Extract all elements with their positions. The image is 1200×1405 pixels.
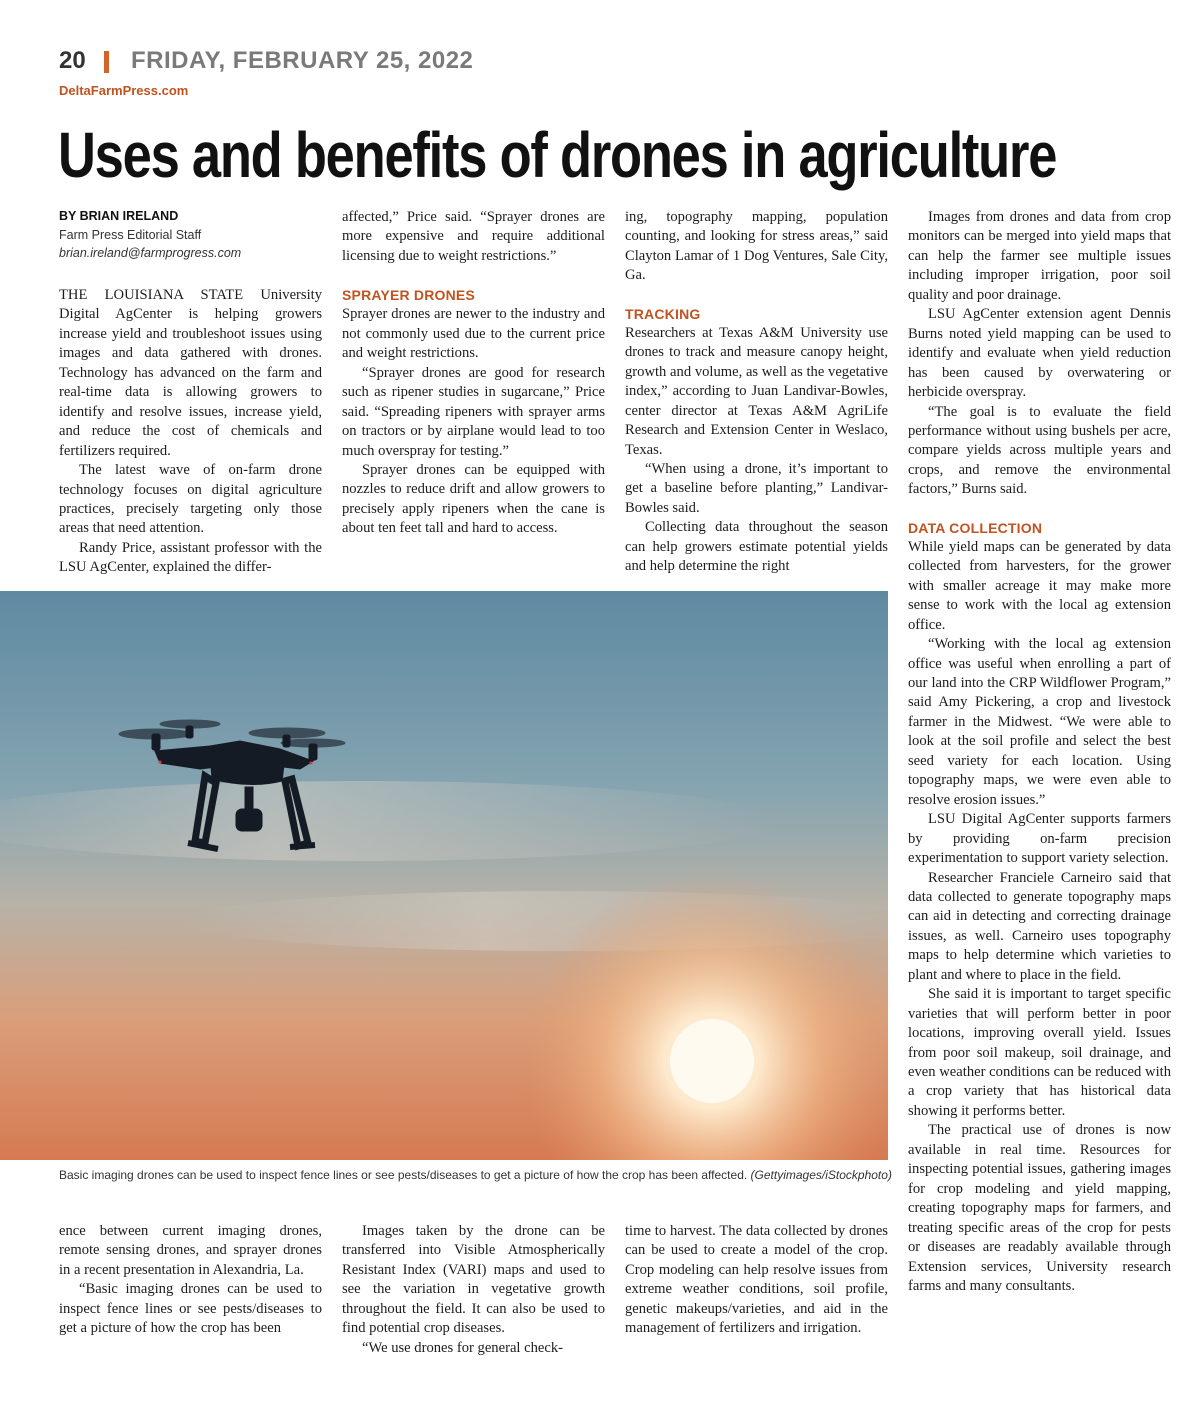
paragraph: The practical use of drones is now available in real time. Resources for inspecting potential issues, gathering images for crop modeling and yield mapping, creating topography maps for farmers, and treating specific areas of the crop for pests or diseases are readably available through Extension services, University research farms and many consultants. [908,1122,1171,1295]
paragraph: ing, topography mapping, population counting, and looking for stress areas,” said Clayton Lamar of 1 Dog Ventures, Sale City, Ga. [625,209,888,284]
photo-credit: (Gettyimages/iStockphoto) [750,1168,892,1182]
column-2-top [342,208,605,539]
paragraph: Randy Price, assistant professor with the LSU AgCenter, explained the differ- [59,539,322,576]
paragraph: ence between current imaging drones, remote sensing drones, and sprayer drones in a recent presentation in Alexandria, La. [59,1223,322,1278]
byline-role: Farm Press Editorial Staff [59,228,202,242]
paragraph: Sprayer drones can be equipped with nozzles to reduce drift and allow growers to precisely apply ripeners when the cane is about ten feet tall and hard to access. [342,461,605,537]
issue-date: FRIDAY, FEBRUARY 25, 2022 [131,47,474,74]
paragraph: “Basic imaging drones can be used to inspect fence lines or see pests/diseases to get a picture of how the crop has been [59,1281,322,1337]
byline-author: BY BRIAN IRELAND [59,209,179,223]
column-4 [908,208,1171,1296]
paragraph: “Working with the local ag extension office was useful when enrolling a part of our land into the CRP Wildflower Program,” said Amy Pickering, a crop and livestock farmer in the Midwest. “We were able to look at the soil profile and select the best seed variety for each location. Using topography maps, we were even able to resolve erosion issues.” [908,636,1171,808]
paragraph: Researcher Franciele Carneiro said that data collected to generate topography maps can aid in detecting and correcting drainage issues, as well. Carneiro uses topography maps to help determine which varieties to plant and where to place in the field. [908,869,1171,983]
column-1-bottom [59,1222,322,1339]
column-3-top [625,208,888,577]
paragraph: “The goal is to evaluate the field performance without using bushels per acre, compare yields across multiple years and crops, and remove the environmental factors,” Burns said. [908,403,1171,498]
paragraph: “We use drones for general check- [362,1339,564,1356]
paragraph: Images taken by the drone can be transferred into Visible Atmospherically Resistant Index (VARI) maps and used to see the variation in vegetative growth throughout the field. It can also be used to find potential crop diseases. [342,1223,605,1337]
section-heading-data-collection: DATA COLLECTION [908,519,1043,536]
paragraph: THE LOUISIANA STATE University Digital AgCenter is helping growers increase yield and troubleshoot issues using images and data gathered with drones. Technology has advanced on the farm and real-time data is allowing growers to identify and resolve issues, increase yield, and reduce the cost of chemicals and fertilizers required. [59,287,322,459]
paragraph: Images from drones and data from crop monitors can be merged into yield maps that can help the farmer see multiple issues including improper irrigation, poor soil quality and poor drainage. [908,209,1171,303]
site-name: DeltaFarmPress.com [59,83,189,98]
paragraph: Sprayer drones are newer to the industry and not commonly used due to the current price and weight restrictions. [342,306,605,362]
paragraph: affected,” Price said. “Sprayer drones are more expensive and require additional licensing due to weight restrictions.” [342,209,605,264]
column-1-top [59,286,322,578]
column-3-bottom [625,1222,888,1339]
caption-text: Basic imaging drones can be used to inspect fence lines or see pests/diseases to get a picture of how the crop has been affected. [59,1168,748,1182]
page-number: 20 [59,47,86,74]
paragraph: “When using a drone, it’s important to get a baseline before planting,” Landivar-Bowles said. [625,460,888,516]
paragraph: The latest wave of on-farm drone technology focuses on digital agriculture practices, precisely targeting only those areas that need attention. [59,462,322,537]
paragraph: LSU AgCenter extension agent Dennis Burns noted yield mapping can be used to identify and evaluate when yield reduction has been caused by overwatering or herbicide overspray. [908,306,1171,401]
paragraph: While yield maps can be generated by data collected from harvesters, for the grower with smaller acreage it may make more sense to work with the local ag extension office. [908,538,1171,633]
paragraph: Researchers at Texas A&M University use drones to track and measure canopy height, growth and volume, as well as the vegetative index,” according to Juan Landivar-Bowles, center director at Texas A&M AgriLife Research and Extension Center in Weslaco, Texas. [625,324,888,458]
section-heading-tracking: TRACKING [625,305,701,322]
paragraph: Collecting data throughout the season can help growers estimate potential yields and help determine the right [625,519,888,575]
paragraph: She said it is important to target specific varieties that will perform better in poor locations, improving overall yield. Issues from poor soil makeup, soil drainage, and even weather conditions can be reduced with a crop variety that has historical data showing it performs better. [908,986,1171,1119]
header-divider [104,51,109,73]
section-heading-sprayer: SPRAYER DRONES [342,287,475,304]
column-2-bottom [342,1222,605,1358]
drone-sunset-image [0,591,888,1160]
paragraph: LSU Digital AgCenter supports farmers by providing on-farm precision experimentation to support variety selection. [908,811,1171,867]
photo-caption [59,1168,892,1182]
byline-email: brian.ireland@farmprogress.com [59,246,242,260]
article-headline: Uses and benefits of drones in agriculture [58,119,1057,191]
paragraph: time to harvest. The data collected by drones can be used to create a model of the crop. Crop modeling can help resolve issues from extreme weather conditions, soil profile, genetic makeups/varieties, and aid in the management of fertilizers and irrigation. [625,1223,888,1337]
paragraph: “Sprayer drones are good for research such as ripener studies in sugarcane,” Price said. “Spreading ripeners with sprayer arms on tractors or by airplane would lead to too much overspray for testing.” [342,364,605,459]
drone-photo [0,591,888,1160]
